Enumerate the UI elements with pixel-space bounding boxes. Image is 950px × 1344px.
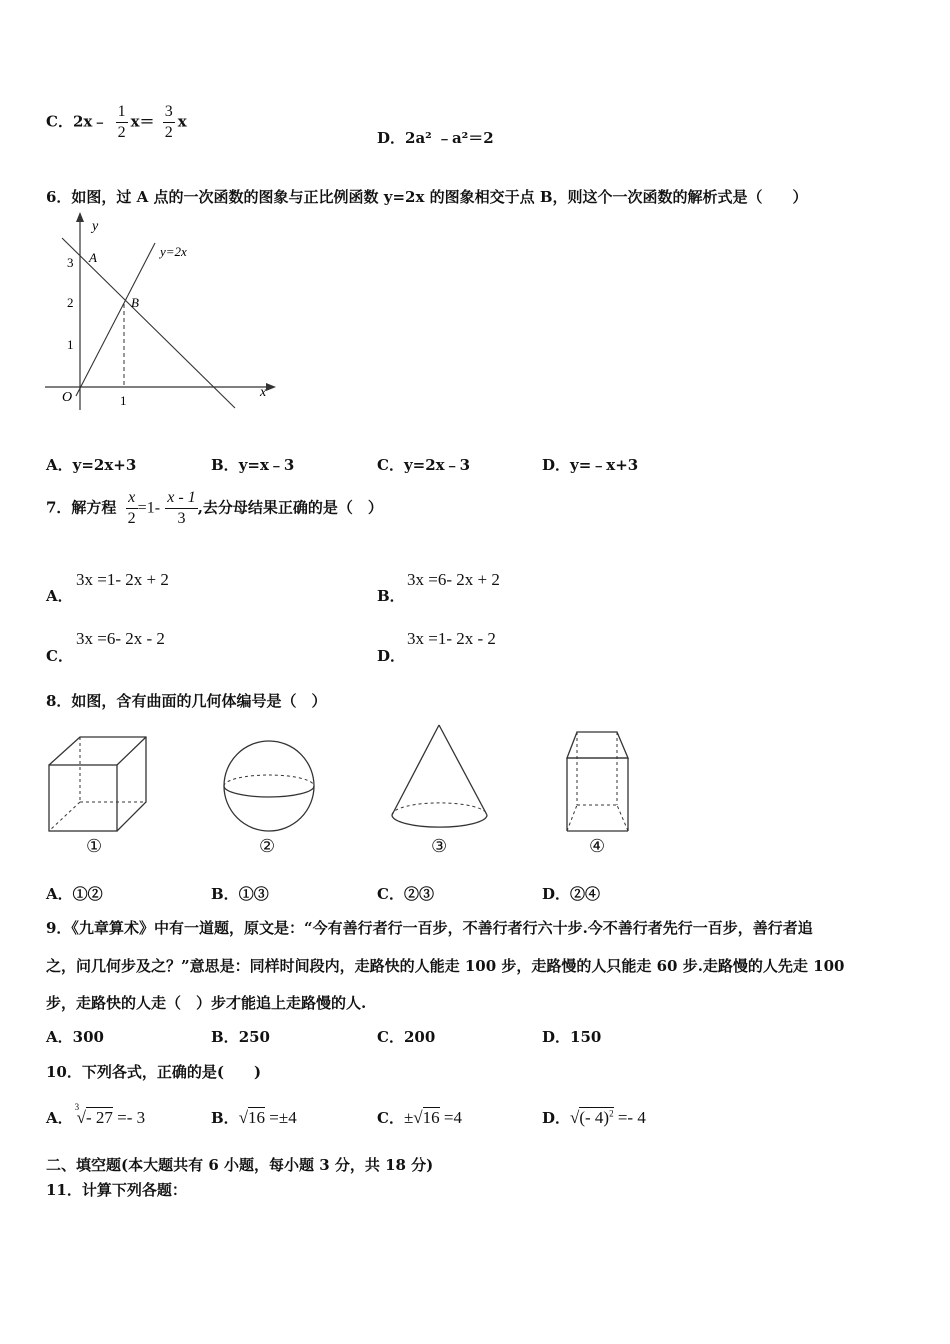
q6-option-d: D．y=﹣x+3	[542, 456, 639, 474]
q6-graph	[40, 210, 280, 410]
prism-figure	[562, 728, 634, 838]
q8-option-d: D．②④	[542, 885, 601, 903]
q9-option-d: D．150	[542, 1028, 602, 1046]
q10-stem: 10．下列各式，正确的是( )	[46, 1063, 262, 1081]
figure-1-label: ①	[86, 836, 103, 857]
q8-option-b: B．①③	[211, 885, 269, 903]
section-2-title: 二、填空题(本大题共有 6 小题，每小题 3 分，共 18 分)	[46, 1156, 434, 1174]
line-y-2x-label: y=2x	[160, 244, 187, 259]
q6-option-c: C．y=2x﹣3	[377, 456, 471, 474]
q9-option-a: A．300	[46, 1028, 104, 1046]
q6-option-b: B．y=x﹣3	[211, 456, 295, 474]
q8-option-c: C．②③	[377, 885, 434, 903]
q5-option-c: C．2x﹣ $\frac{1}{2}$ x＝ $\frac{3}{2}$ x	[46, 103, 187, 141]
q6-stem: 6．如图，过 A 点的一次函数的图象与正比例函数 y=2x 的图象相交于点 B，则这个一次函数的解析式是（ ）	[46, 188, 808, 206]
q10-option-c: C．±√16 =4	[377, 1108, 462, 1127]
q10-option-a: A． 3 √- 27 =- 3	[46, 1102, 146, 1127]
q5-option-d: D．2a² ﹣a²＝2	[377, 129, 494, 147]
tick-x1: 1	[120, 393, 127, 408]
q7-option-d-label: D．	[377, 647, 406, 665]
q7-option-b-label: B．	[377, 587, 405, 605]
point-a-label: A	[89, 250, 97, 265]
q9-line-2: 之，问几何步及之？”意思是：同样时间段内，走路快的人能走 100 步，走路慢的人只能走 60 步.走路慢的人先走 100	[46, 957, 845, 975]
q7-option-c-math: 3x =6- 2x - 2	[76, 629, 165, 648]
x-axis-arrow	[266, 383, 276, 391]
cube-figure	[44, 733, 154, 838]
tick-y1: 1	[67, 337, 74, 352]
tick-y3: 3	[67, 255, 74, 270]
q10-option-b: B．√16 =±4	[211, 1108, 297, 1127]
q8-option-a: A．①②	[46, 885, 103, 903]
tick-y2: 2	[67, 295, 74, 310]
q7-stem: 7．解方程 $\frac{x}{2}$ =1- $\frac{x - 1}{3}$ ,去分母结果正确的是（ ）	[46, 489, 383, 527]
q7-option-d-math: 3x =1- 2x - 2	[407, 629, 496, 648]
q9-option-b: B．250	[211, 1028, 270, 1046]
point-b-label: B	[131, 295, 139, 310]
sphere-figure	[220, 740, 320, 840]
q7-option-a-label: A．	[46, 587, 73, 605]
figure-4-label: ④	[589, 836, 606, 857]
line-y-2x	[76, 243, 155, 396]
q9-line-3: 步，走路快的人走（ ）步才能追上走路慢的人.	[46, 994, 367, 1012]
y-axis-label: y	[92, 219, 99, 234]
cone-figure	[386, 722, 496, 837]
figure-2-label: ②	[259, 836, 276, 857]
q9-option-c: C．200	[377, 1028, 436, 1046]
q7-option-b-math: 3x =6- 2x + 2	[407, 570, 500, 589]
q11-stem: 11．计算下列各题：	[46, 1181, 187, 1199]
origin-label: O	[62, 390, 73, 405]
x-axis-label: x	[260, 385, 267, 400]
q7-option-c-label: C．	[46, 647, 73, 665]
y-axis-arrow	[76, 212, 84, 222]
q8-stem: 8．如图，含有曲面的几何体编号是（ ）	[46, 692, 327, 710]
q7-option-a-math: 3x =1- 2x + 2	[76, 570, 169, 589]
q10-option-d: D．√(- 4)$^2$ =- 4	[542, 1108, 646, 1127]
q6-option-a: A．y=2x+3	[46, 456, 137, 474]
line-ab	[62, 238, 235, 408]
figure-3-label: ③	[431, 836, 448, 857]
q9-line-1: 9．《九章算术》中有一道题，原文是：“今有善行者行一百步，不善行者行六十步.今不善行者先行一百步，善行者追	[46, 919, 813, 937]
